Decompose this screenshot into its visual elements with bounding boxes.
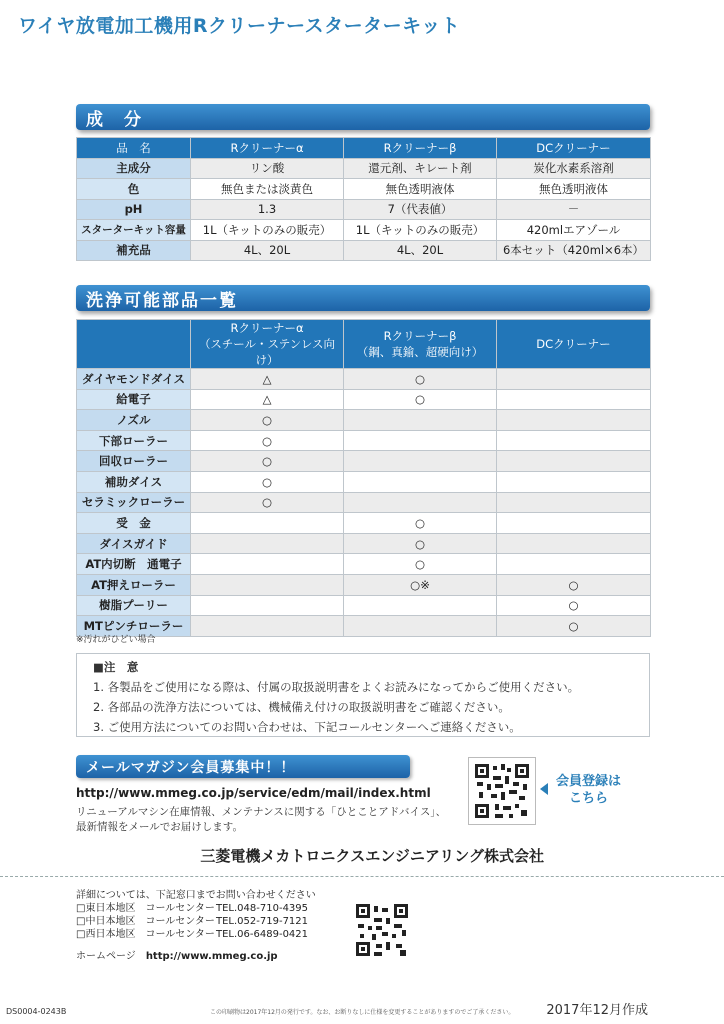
table-cell (497, 513, 651, 534)
table-row (77, 389, 651, 410)
table-cell: ○ (191, 451, 344, 472)
homepage-label: ホームページ (76, 951, 136, 962)
table-cell: ○ (497, 595, 651, 616)
table-row (77, 430, 651, 451)
contact-region: □中日本地区 コールセンター (76, 916, 215, 927)
table-cell: 炭化水素系溶剤 (497, 158, 651, 179)
qr-code-icon[interactable] (468, 757, 536, 825)
table-cell (497, 451, 651, 472)
table-cell: 7（代表値） (344, 199, 497, 220)
table-cell (497, 369, 651, 390)
table-cell: ○ (344, 513, 497, 534)
ingredients-table (76, 137, 651, 261)
row-label: ダイヤモンドダイス (77, 369, 191, 390)
table-cell (344, 492, 497, 513)
table-row (77, 369, 651, 390)
table-row (77, 533, 651, 554)
fine-print: この印刷物は2017年12月の発行です。なお、お断りなしに仕様を変更することがありますのでご了承ください。 (210, 1009, 515, 1016)
table-cell: ○ (497, 616, 651, 637)
parts-table (76, 319, 651, 637)
register-line: こちら (569, 791, 609, 806)
table-row (77, 158, 651, 179)
contact-tel: TEL.052-719-7121 (216, 916, 309, 927)
note-line: 2. 各部品の洗浄方法については、機械備え付けの取扱説明書をご確認ください。 (93, 700, 510, 714)
table-cell (191, 595, 344, 616)
parts-header-row (77, 320, 651, 369)
table-cell (191, 533, 344, 554)
table-cell (497, 389, 651, 410)
contact-row (76, 915, 316, 928)
header-cell: Rクリーナーα (191, 138, 344, 159)
register-link[interactable] (556, 773, 621, 807)
header-cell: DCクリーナー (497, 138, 651, 159)
row-label: 下部ローラー (77, 430, 191, 451)
table-cell: 無色または淡黄色 (191, 179, 344, 200)
beta-sub: （鋼、真鍮、超硬向け） (356, 345, 484, 359)
row-label: スターターキット容量 (77, 220, 191, 241)
row-label: 給電子 (77, 389, 191, 410)
table-cell (497, 471, 651, 492)
table-cell: ○※ (344, 574, 497, 595)
table-row (77, 513, 651, 534)
table-cell: 1L（キットのみの販売） (191, 220, 344, 241)
table-row (77, 492, 651, 513)
homepage-line (76, 947, 278, 962)
table-row (77, 179, 651, 200)
table-cell (344, 430, 497, 451)
row-label: セラミックローラー (77, 492, 191, 513)
alpha-name: Rクリーナーα (230, 321, 304, 335)
table-row (77, 220, 651, 241)
table-cell: － (497, 199, 651, 220)
row-label: ダイスガイド (77, 533, 191, 554)
contact-tel: TEL.048-710-4395 (216, 903, 309, 914)
beta-name: Rクリーナーβ (383, 329, 457, 343)
mail-desc-line: リニューアルマシン在庫情報、メンテナンスに関する「ひとことアドバイス」、 (76, 806, 447, 818)
row-label: 回収ローラー (77, 451, 191, 472)
table-cell: ○ (344, 369, 497, 390)
row-label: 主成分 (77, 158, 191, 179)
table-cell: ○ (344, 533, 497, 554)
table-cell (191, 513, 344, 534)
contact-row (76, 902, 316, 915)
table-cell: ○ (344, 389, 497, 410)
table-cell: △ (191, 389, 344, 410)
ingredients-heading: 成 分 (86, 109, 143, 130)
header-cell-beta (344, 320, 497, 369)
contact-row (76, 928, 316, 941)
notes-title: ■注 意 (93, 660, 139, 674)
header-cell-alpha (191, 320, 344, 369)
mail-desc-line: 最新情報をメールでお届けします。 (76, 821, 243, 833)
table-row (77, 451, 651, 472)
table-cell: ○ (191, 471, 344, 492)
table-row (77, 595, 651, 616)
ingredients-banner (76, 104, 650, 130)
table-cell: 4L、20L (344, 240, 497, 261)
qr-code-icon[interactable] (356, 904, 408, 956)
row-label: ノズル (77, 410, 191, 431)
parts-footnote: ※汚れがひどい場合 (76, 635, 156, 645)
contact-intro: 詳細については、下記窓口までお問い合わせください (76, 890, 316, 901)
table-cell (191, 574, 344, 595)
note-line: 3. ご使用方法についてのお問い合わせは、下記コールセンターへご連絡ください。 (93, 720, 521, 734)
row-label: 色 (77, 179, 191, 200)
mail-url-link[interactable]: http://www.mmeg.co.jp/service/edm/mail/index.html (76, 786, 431, 800)
table-cell: ○ (191, 410, 344, 431)
divider (0, 876, 724, 877)
header-cell-dc: DCクリーナー (497, 320, 651, 369)
table-row (77, 574, 651, 595)
header-cell: 品 名 (77, 138, 191, 159)
table-cell: リン酸 (191, 158, 344, 179)
arrow-left-icon (540, 783, 548, 795)
parts-banner (76, 285, 650, 311)
table-row (77, 471, 651, 492)
row-label: 樹脂プーリー (77, 595, 191, 616)
table-cell (497, 430, 651, 451)
contact-block (76, 889, 316, 941)
table-cell (344, 471, 497, 492)
table-cell: 4L、20L (191, 240, 344, 261)
row-label: pH (77, 199, 191, 220)
table-cell (497, 492, 651, 513)
issue-date: 2017年12月作成 (546, 1003, 648, 1018)
table-cell (497, 554, 651, 575)
table-cell: 還元剤、キレート剤 (344, 158, 497, 179)
table-cell: ○ (497, 574, 651, 595)
mail-banner: メールマガジン会員募集中！！ (76, 755, 410, 778)
notes-box (76, 653, 650, 737)
alpha-sub: （スチール・ステンレス向け） (198, 337, 336, 367)
table-cell (344, 616, 497, 637)
mail-description (76, 805, 446, 835)
table-cell: ○ (191, 430, 344, 451)
note-line: 1. 各製品をご使用になる際は、付属の取扱説明書をよくお読みになってからご使用ください。 (93, 680, 580, 694)
ingredients-header-row (77, 138, 651, 159)
table-cell: ○ (191, 492, 344, 513)
table-cell: 無色透明液体 (497, 179, 651, 200)
table-cell: 6本セット（420ml×6本） (497, 240, 651, 261)
contact-region: □東日本地区 コールセンター (76, 903, 215, 914)
table-cell (497, 533, 651, 554)
table-row (77, 199, 651, 220)
table-row (77, 616, 651, 637)
table-row (77, 240, 651, 261)
table-cell (344, 451, 497, 472)
register-line: 会員登録は (556, 774, 622, 789)
contact-tel: TEL.06-6489-0421 (216, 929, 309, 940)
parts-heading: 洗浄可能部品一覧 (86, 290, 238, 311)
table-cell (344, 595, 497, 616)
document-title: ワイヤ放電加工機用Rクリーナースターターキット (18, 15, 461, 37)
table-cell (344, 410, 497, 431)
row-label: 補助ダイス (77, 471, 191, 492)
header-cell: Rクリーナーβ (344, 138, 497, 159)
row-label: 補充品 (77, 240, 191, 261)
header-cell (77, 320, 191, 369)
table-cell: ○ (344, 554, 497, 575)
table-row (77, 554, 651, 575)
document-id: DS0004-0243B (6, 1007, 67, 1016)
row-label: AT内切断 通電子 (77, 554, 191, 575)
table-cell: 1L（キットのみの販売） (344, 220, 497, 241)
table-row (77, 410, 651, 431)
table-cell (191, 616, 344, 637)
table-cell: △ (191, 369, 344, 390)
table-cell (191, 554, 344, 575)
table-cell: 420mlエアゾール (497, 220, 651, 241)
row-label: 受 金 (77, 513, 191, 534)
contact-region: □西日本地区 コールセンター (76, 929, 215, 940)
row-label: AT押えローラー (77, 574, 191, 595)
table-cell: 1.3 (191, 199, 344, 220)
table-cell (497, 410, 651, 431)
company-name: 三菱電機メカトロニクスエンジニアリング株式会社 (200, 847, 544, 865)
homepage-url-link[interactable]: http://www.mmeg.co.jp (145, 951, 278, 962)
table-cell: 無色透明液体 (344, 179, 497, 200)
row-label: MTピンチローラー (77, 616, 191, 637)
